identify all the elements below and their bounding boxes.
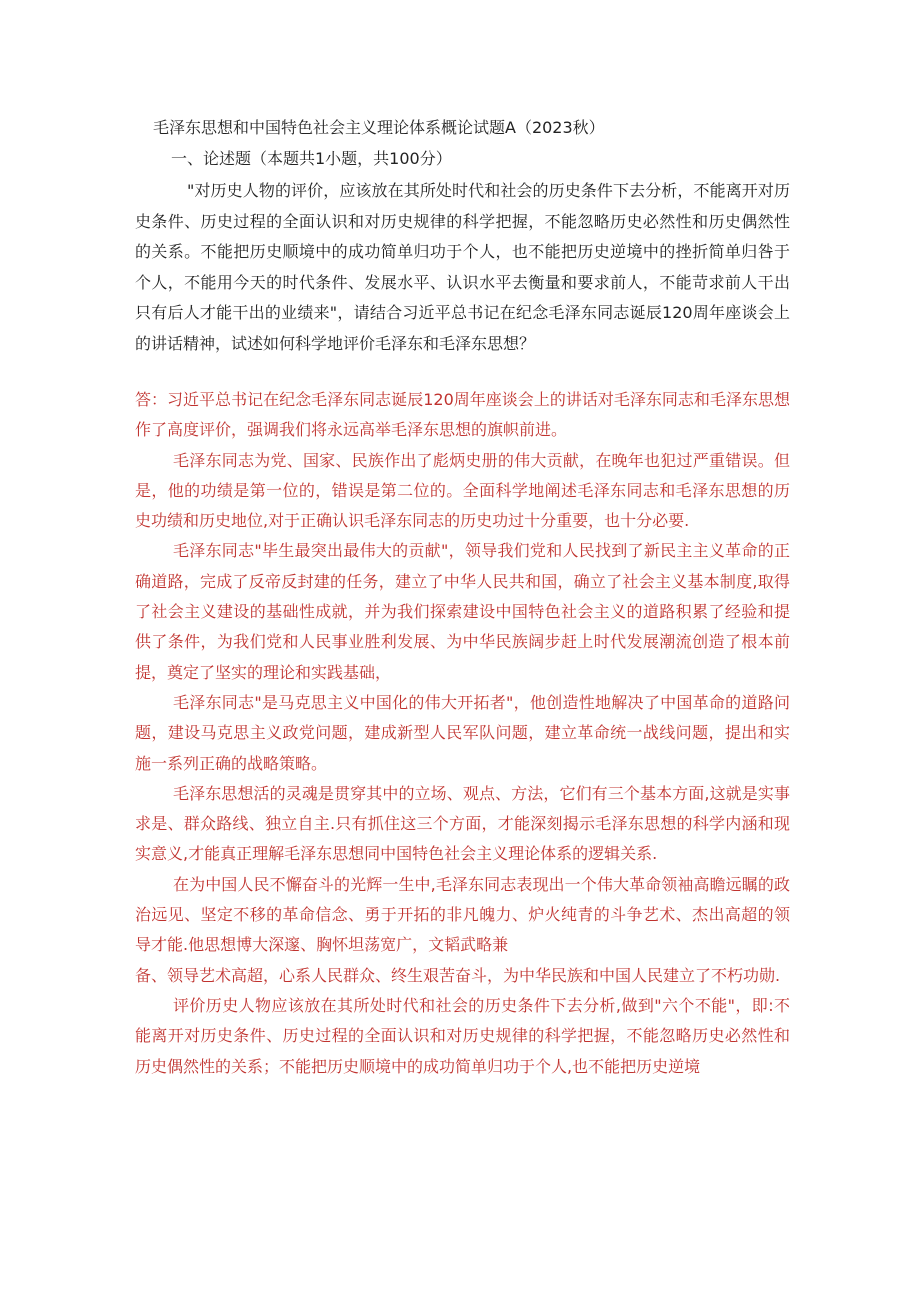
answer-lead-paragraph: 答：习近平总书记在纪念毛泽东同志诞辰120周年座谈会上的讲话对毛泽东同志和毛泽东思想作了高度评价，强调我们将永远高举毛泽东思想的旗帜前进。 [135,390,790,440]
document-page [135,112,790,1082]
answer-paragraph-2: 毛泽东同志"毕生最突出最伟大的贡献"，领导我们党和人民找到了新民主主义革命的正确道路，完成了反帝反封建的任务，建立了中华人民共和国，确立了社会主义基本制度,取得了社会主义建设的基础性成就，并为我们探索建设中国特色社会主义的道路积累了经验和提供了条件，为我们党和人民事业胜利发展、为中华民族阔步赶上时代发展潮流创造了根本前提，奠定了坚实的理论和实践基础， [135,541,790,682]
answer-paragraph-3: 毛泽东同志"是马克思主义中国化的伟大开拓者"，他创造性地解决了中国革命的道路问题，建设马克思主义政党问题，建成新型人民军队问题，建立革命统一战线问题，提出和实施一系列正确的战略策略。 [135,692,790,773]
question-text: "对历史人物的评价，应该放在其所处时代和社会的历史条件下去分析，不能离开对历史条件、历史过程的全面认识和对历史规律的科学把握，不能忽略历史必然性和历史偶然性的关系。不能把历史顺境中的成功简单归功于个人，也不能把历史逆境中的挫折简单归咎于个人，不能用今天的时代条件、发展水平、认识水平去衡量和要求前人，不能苛求前人干出只有后人才能干出的业绩来"，请结合习近平总书记在纪念毛泽东同志诞辰120周年座谈会上的讲话精神，试述如何科学地评价毛泽东和毛泽东思想？ [135,181,790,353]
exam-title: 毛泽东思想和中国特色社会主义理论体系概论试题A（2023秋） [153,118,605,137]
section-heading: 一、论述题（本题共1小题，共100分） [171,149,452,168]
answer-paragraph-1: 毛泽东同志为党、国家、民族作出了彪炳史册的伟大贡献，在晚年也犯过严重错误。但是，他的功绩是第一位的，错误是第二位的。全面科学地阐述毛泽东同志和毛泽东思想的历史功绩和历史地位,对于正确认识毛泽东同志的历史功过十分重要，也十分必要. [135,450,790,531]
answer-paragraph-5-continued: 备、领导艺术高超，心系人民群众、终生艰苦奋斗，为中华民族和中国人民建立了不朽功勋. [135,965,781,985]
answer-paragraph-4: 毛泽东思想活的灵魂是贯穿其中的立场、观点、方法，它们有三个基本方面,这就是实事求是、群众路线、独立自主.只有抓住这三个方面，才能深刻揭示毛泽东思想的科学内涵和现实意义,才能真正理解毛泽东思想同中国特色社会主义理论体系的逻辑关系. [135,783,790,864]
answer-paragraph-6: 评价历史人物应该放在其所处时代和社会的历史条件下去分析,做到"六个不能"，即:不能离开对历史条件、历史过程的全面认识和对历史规律的科学把握，不能忽略历史必然性和历史偶然性的关系；不能把历史顺境中的成功简单归功于个人,也不能把历史逆境 [135,995,790,1076]
answer-paragraph-5: 在为中国人民不懈奋斗的光辉一生中,毛泽东同志表现出一个伟大革命领袖高瞻远瞩的政治远见、坚定不移的革命信念、勇于开拓的非凡魄力、炉火纯青的斗争艺术、杰出高超的领导才能.他思想博大深邃、胸怀坦荡宽广，文韬武略兼 [135,874,790,955]
answer-block [135,385,790,1082]
